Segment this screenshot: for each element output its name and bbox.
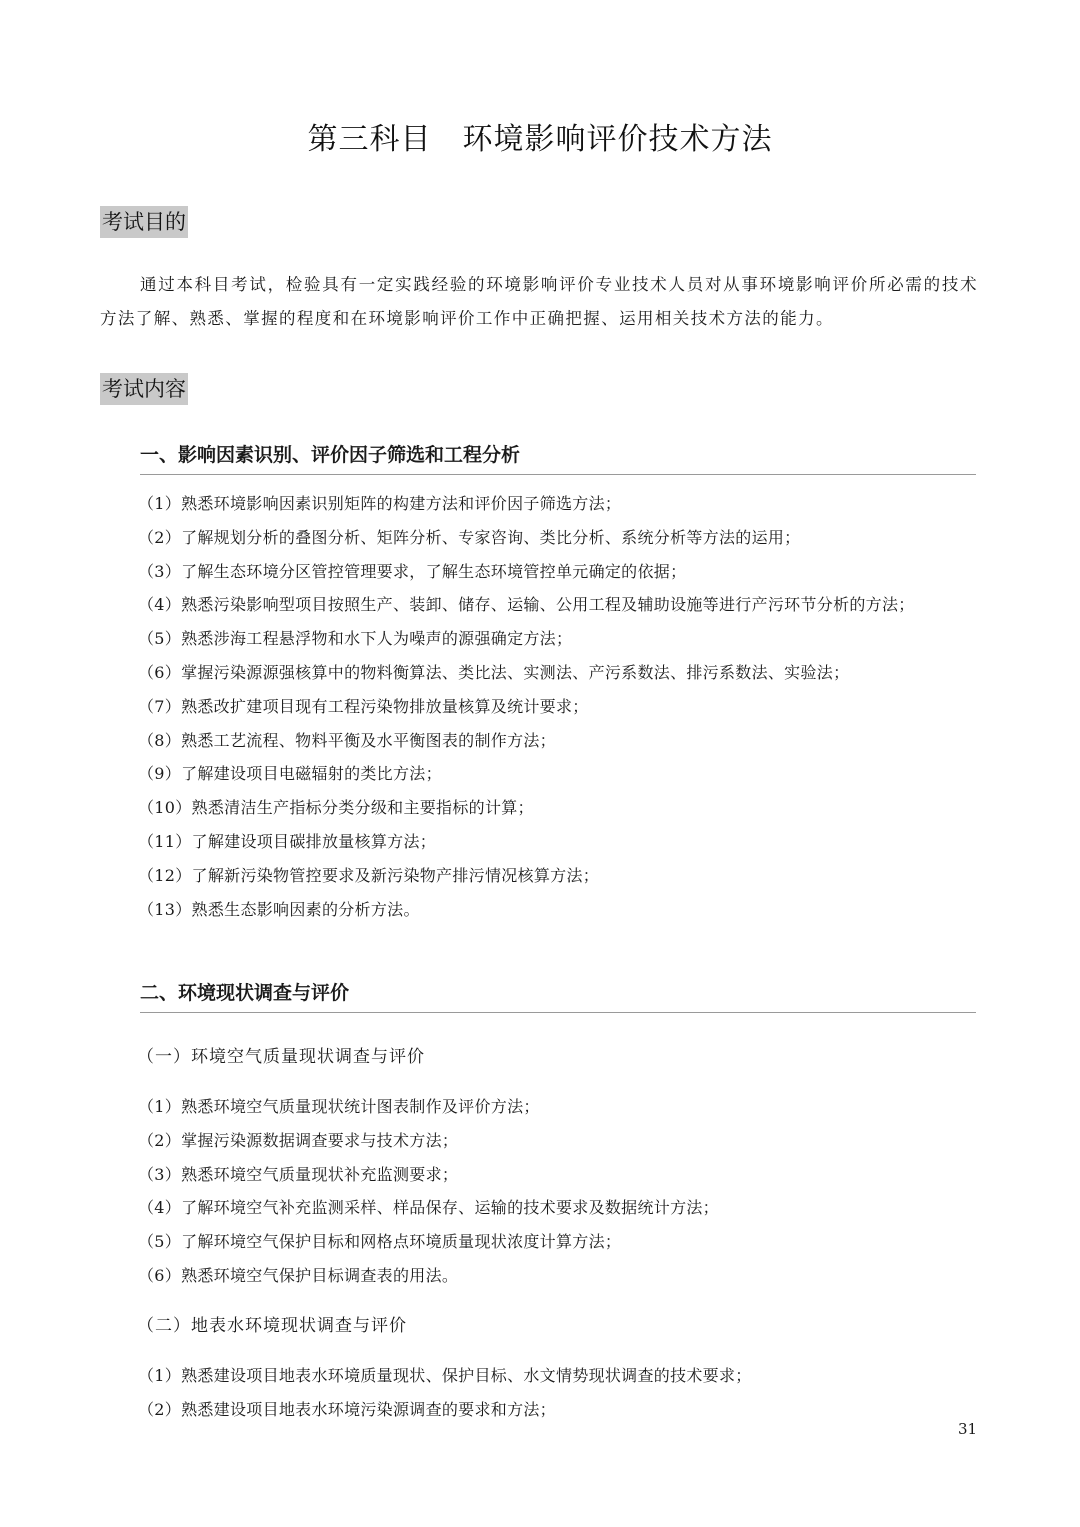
list-item: （13）熟悉生态影响因素的分析方法。 bbox=[138, 899, 420, 919]
exam-content-label: 考试内容 bbox=[100, 373, 188, 405]
section2-sub1-heading: （一）环境空气质量现状调查与评价 bbox=[137, 1047, 425, 1067]
list-item: （3）了解生态环境分区管控管理要求，了解生态环境管控单元确定的依据； bbox=[138, 561, 687, 581]
list-item: （1）熟悉环境空气质量现状统计图表制作及评价方法； bbox=[138, 1097, 540, 1116]
list-item: （1）熟悉环境影响因素识别矩阵的构建方法和评价因子筛选方法； bbox=[138, 494, 622, 513]
list-item: （8）熟悉工艺流程、物料平衡及水平衡图表的制作方法； bbox=[138, 730, 556, 750]
list-item: （2）了解规划分析的叠图分析、矩阵分析、专家咨询、类比分析、系统分析等方法的运用； bbox=[138, 527, 801, 547]
section2-sub1-list bbox=[100, 1090, 978, 1293]
list-item: （11）了解建设项目碳排放量核算方法； bbox=[138, 831, 437, 851]
list-item: （5）了解环境空气保护目标和网格点环境质量现状浓度计算方法； bbox=[138, 1232, 622, 1252]
section2-heading: 二、环境现状调查与评价 bbox=[140, 980, 976, 1013]
list-item: （4）了解环境空气补充监测采样、样品保存、运输的技术要求及数据统计方法； bbox=[138, 1198, 719, 1218]
list-item: （1）熟悉建设项目地表水环境质量现状、保护目标、水文情势现状调查的技术要求； bbox=[138, 1366, 752, 1385]
list-item: （9）了解建设项目电磁辐射的类比方法； bbox=[138, 764, 442, 784]
list-item: （2）熟悉建设项目地表水环境污染源调查的要求和方法； bbox=[138, 1399, 556, 1419]
list-item: （4）熟悉污染影响型项目按照生产、装卸、储存、运输、公用工程及辅助设施等进行产污环节分析的方法； bbox=[138, 595, 915, 615]
section2-sub2-list bbox=[100, 1359, 978, 1427]
section1-heading: 一、影响因素识别、评价因子筛选和工程分析 bbox=[140, 442, 976, 475]
exam-purpose-label: 考试目的 bbox=[100, 206, 188, 238]
list-item: （2）掌握污染源数据调查要求与技术方法； bbox=[138, 1130, 459, 1150]
section2-sub2-heading: （二）地表水环境现状调查与评价 bbox=[137, 1316, 407, 1336]
list-item: （3）熟悉环境空气质量现状补充监测要求； bbox=[138, 1164, 459, 1184]
page-number: 31 bbox=[958, 1420, 978, 1438]
list-item: （10）熟悉清洁生产指标分类分级和主要指标的计算； bbox=[138, 798, 534, 818]
section1-list bbox=[100, 487, 978, 926]
page-title: 第三科目 环境影响评价技术方法 bbox=[307, 122, 773, 157]
exam-purpose-text: 通过本科目考试，检验具有一定实践经验的环境影响评价专业技术人员对从事环境影响评价所必需的技术方法了解、熟悉、掌握的程度和在环境影响评价工作中正确把握、运用相关技术方法的能力。 bbox=[100, 275, 978, 328]
list-item: （5）熟悉涉海工程悬浮物和水下人为噪声的源强确定方法； bbox=[138, 629, 573, 649]
list-item: （7）熟悉改扩建项目现有工程污染物排放量核算及统计要求； bbox=[138, 696, 589, 716]
list-item: （12）了解新污染物管控要求及新污染物产排污情况核算方法； bbox=[138, 865, 600, 885]
list-item: （6）掌握污染源源强核算中的物料衡算法、类比法、实测法、产污系数法、排污系数法、实验法； bbox=[138, 662, 850, 682]
list-item: （6）熟悉环境空气保护目标调查表的用法。 bbox=[138, 1265, 459, 1285]
